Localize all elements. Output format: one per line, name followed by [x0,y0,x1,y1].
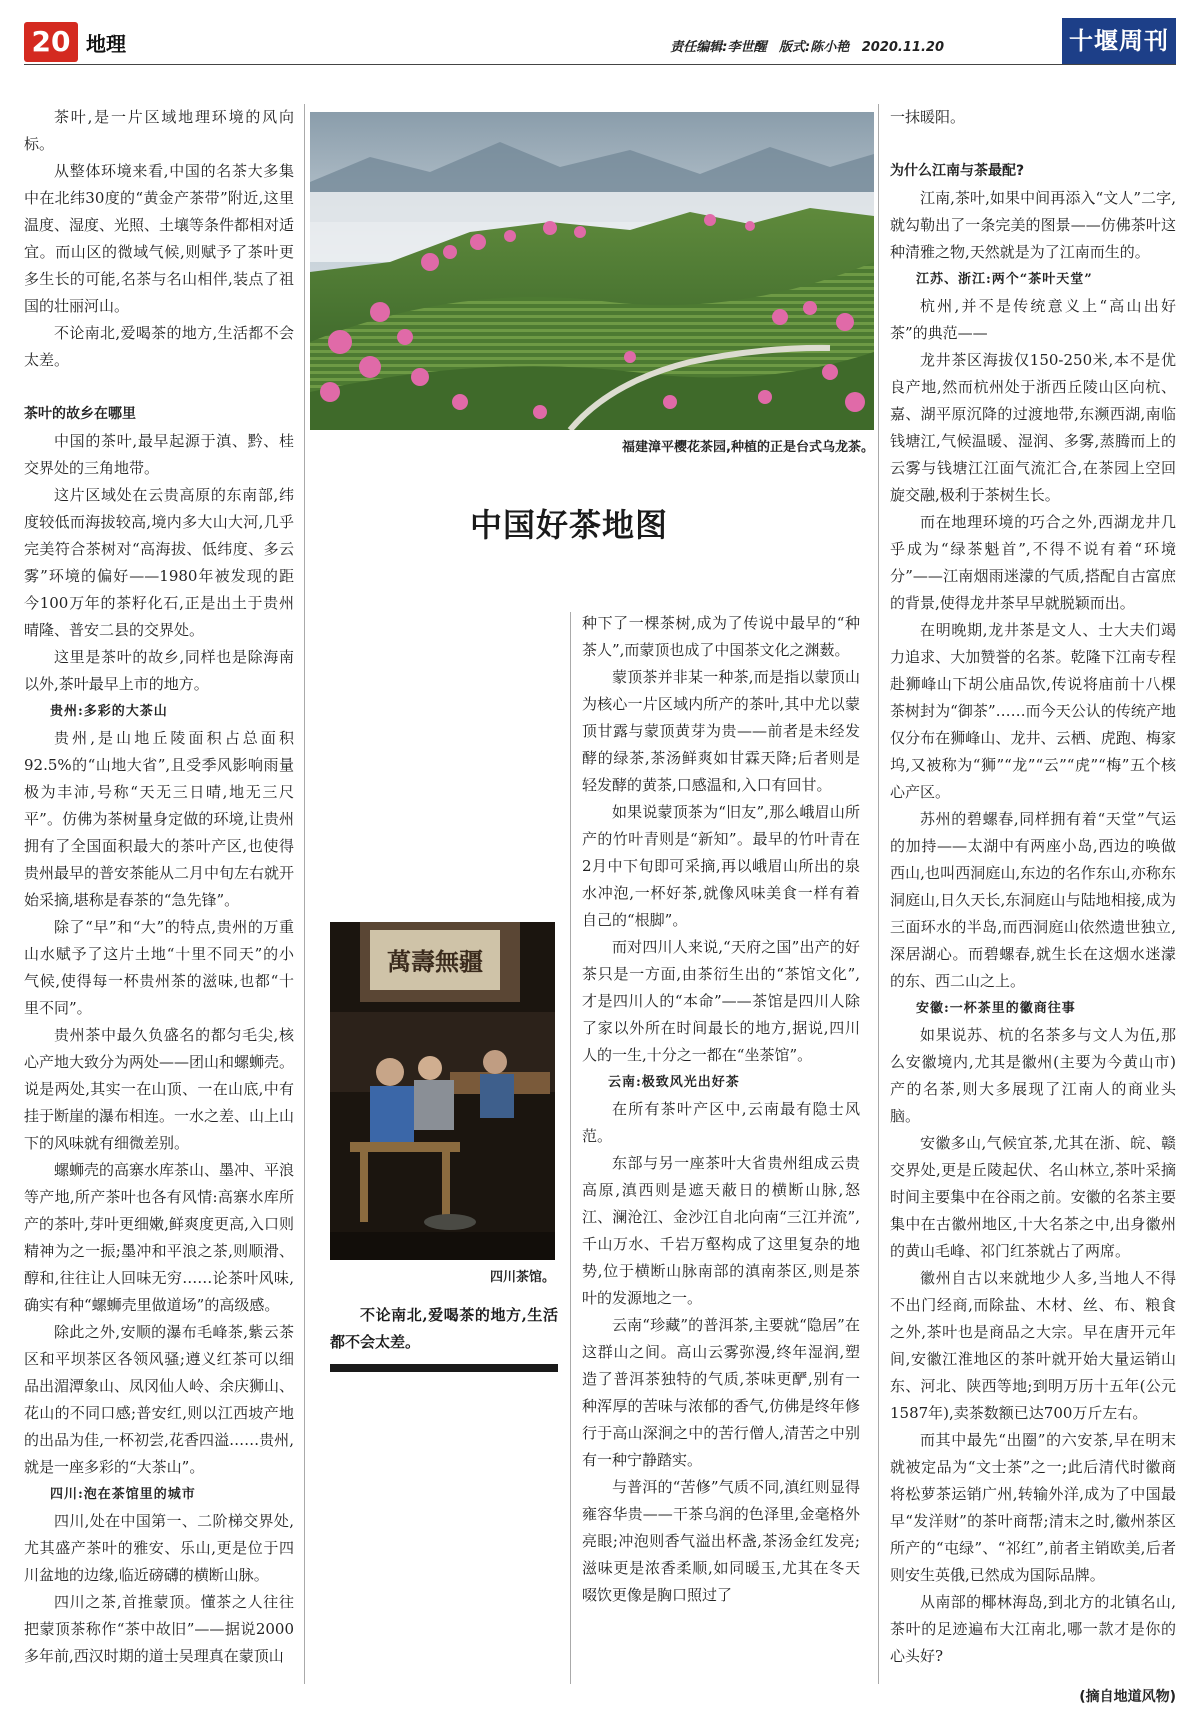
paragraph: 安徽多山,气候宜茶,尤其在浙、皖、赣交界处,更是丘陵起伏、名山林立,茶叶采摘时间主要集中在谷雨之前。安徽的名茶主要集中在古徽州地区,十大名茶之中,出身徽州的黄山毛峰、祁门红茶就占了两席。 [890,1134,1176,1260]
paragraph: 而其中最先“出圈”的六安茶,早在明末就被定品为“文士茶”之一;此后清代时徽商将松萝茶运销广州,转输外洋,成为了中国最早“发洋财”的茶叶商帮;清末之时,徽州茶区所产的“屯绿”、“祁红”,前者主销欧美,后者则安生英俄,已然成为国际品牌。 [890,1431,1176,1584]
paragraph: 杭州,并不是传统意义上“高山出好茶”的典范—— [890,297,1176,342]
subsection-heading: 四川:泡在茶馆里的城市 [50,1487,196,1502]
page-number: 20 [24,22,78,62]
paragraph: 而在地理环境的巧合之外,西湖龙井几乎成为“绿茶魁首”,不得不说有着“环境分”——江南烟雨迷濛的气质,搭配自古富庶的背景,使得龙井茶早早就脱颖而出。 [890,513,1176,612]
teahouse-sign-text: 萬壽無疆 [387,947,483,976]
paragraph: 蒙顶茶并非某一种茶,而是指以蒙顶山为核心一片区域内所产的茶叶,其中尤以蒙顶甘露与蒙顶黄芽为贵——前者是未经发酵的绿茶,茶汤鲜爽如甘霖天降;后者则是轻发酵的黄茶,口感温和,入口有回甘。 [582,668,860,794]
paragraph: 而对四川人来说,“天府之国”出产的好茶只是一方面,由茶衍生出的“茶馆文化”,才是四川人的“本命”——茶馆是四川人除了家以外所在时间最长的地方,据说,四川人的一生,十分之一都在“坐茶馆”。 [582,938,860,1064]
pull-quote-text: 不论南北,爱喝茶的地方,生活都不会太差。 [330,1306,558,1351]
paragraph: 徽州自古以来就地少人多,当地人不得不出门经商,而除盐、木材、丝、布、粮食之外,茶叶也是商品之大宗。早在唐开元年间,安徽江淮地区的茶叶就开始大量运销山东、河北、陕西等地;到明万历十五年(公元1587年),卖茶数额已达700万斤左右。 [890,1269,1176,1422]
paragraph: 除了“早”和“大”的特点,贵州的万重山水赋予了这片土地“十里不同天”的小气候,使得每一杯贵州茶的滋味,也都“十里不同”。 [24,918,294,1017]
masthead-logo: 十堰周刊 [1062,18,1176,64]
paragraph: 江南,茶叶,如果中间再添入“文人”二字,就勾勒出了一条完美的图景——仿佛茶叶这种清雅之物,天然就是为了江南而生的。 [890,189,1176,261]
paragraph: 从南部的椰林海岛,到北方的北镇名山,茶叶的足迹遍布大江南北,哪一款才是你的心头好? [890,1593,1176,1665]
section-title: 地理 [86,32,126,56]
page-header [0,0,1200,80]
paragraph: 四川,处在中国第一、二阶梯交界处,尤其盛产茶叶的雅安、乐山,更是位于四川盆地的边缘,临近磅礴的横断山脉。 [24,1512,294,1584]
paragraph: 中国的茶叶,最早起源于滇、黔、桂交界处的三角地带。 [24,432,294,477]
paragraph: 在所有茶叶产区中,云南最有隐士风范。 [582,1100,860,1145]
section-heading: 茶叶的故乡在哪里 [24,406,136,422]
section-heading: 为什么江南与茶最配? [890,163,1025,179]
paragraph: 茶叶,是一片区域地理环境的风向标。 [24,108,294,153]
article-column-1 [24,104,294,1670]
tea-garden-photo [310,112,874,430]
paragraph: 这里是茶叶的故乡,同样也是除海南以外,茶叶最早上市的地方。 [24,648,294,693]
issue-date: 2020.11.20 [861,40,944,55]
paragraph: 这片区域处在云贵高原的东南部,纬度较低而海拔较高,境内多大山大河,几乎完美符合茶树对“高海拔、低纬度、多云雾”环境的偏好——1980年被发现的距今100万年的茶籽化石,正是出土于贵州晴隆、普安二县的交界处。 [24,486,294,639]
paragraph: 贵州,是山地丘陵面积占总面积92.5%的“山地大省”,且受季风影响雨量极为丰沛,号称“天无三日晴,地无三尺平”。仿佛为茶树量身定做的环境,让贵州拥有了全国面积最大的茶叶产区,也使得贵州最早的普安茶能从二月中旬左右就开始采摘,堪称是春茶的“急先锋”。 [24,729,295,909]
source-credit: (摘自地道风物) [1079,1689,1176,1705]
spacer [890,131,1176,158]
subsection-heading: 贵州:多彩的大茶山 [50,704,168,719]
paragraph: 在明晚期,龙井茶是文人、士大夫们竭力追求、大加赞誉的名茶。乾隆下江南专程赴狮峰山下胡公庙品饮,传说将庙前十八棵茶树封为“御茶”……而今天公认的传统产地仅分布在狮峰山、龙井、云栖、虎跑、梅家坞,又被称为“狮”“龙”“云”“虎”“梅”五个核心产区。 [890,621,1176,801]
header-divider [24,64,1176,65]
subsection-heading: 云南:极致风光出好茶 [608,1075,740,1090]
subsection-heading: 安徽:一杯茶里的徽商往事 [916,1001,1076,1016]
paragraph: 如果说蒙顶茶为“旧友”,那么峨眉山所产的竹叶青则是“新知”。最早的竹叶青在2月中下旬即可采摘,再以峨眉山所出的泉水冲泡,一杯好茶,就像风味美食一样有着自己的“根脚”。 [582,803,860,929]
pull-quote-bar [330,1364,558,1372]
paragraph: 与普洱的“苦修”气质不同,滇红则显得雍容华贵——干茶乌润的色泽里,金毫格外亮眼;冲泡则香气溢出杯盏,茶汤金红发亮;滋味更是浓香柔顺,如同暖玉,尤其在冬天啜饮更像是胸口照过了 [582,1478,860,1604]
paragraph: 不论南北,爱喝茶的地方,生活都不会太差。 [24,324,294,369]
paragraph: 东部与另一座茶叶大省贵州组成云贵高原,滇西则是遮天蔽日的横断山脉,怒江、澜沧江、金沙江自北向南“三江并流”,千山万水、千岩万壑构成了这里复杂的地势,位于横断山脉南部的滇南茶区,则是茶叶的发源地之一。 [582,1154,860,1307]
paragraph: 苏州的碧螺春,同样拥有着“天堂”气运的加持——太湖中有两座小岛,西边的唤做西山,也叫西洞庭山,东边的名作东山,亦称东洞庭山,日久天长,东洞庭山与陆地相接,成为三面环水的半岛,而西洞庭山依然遗世独立,深居湖心。而碧螺春,就生长在这烟水迷濛的东、西二山之上。 [890,810,1176,990]
paragraph: 如果说苏、杭的名茶多与文人为伍,那么安徽境内,尤其是徽州(主要为今黄山市)产的名茶,则大多展现了江南人的商业头脑。 [890,1026,1176,1125]
paragraph: 一抹暖阳。 [890,108,966,126]
article-column-3 [582,610,860,1609]
paragraph: 四川之茶,首推蒙顶。懂茶之人往往把蒙顶茶称作“茶中故旧”——据说2000多年前,西汉时期的道士吴理真在蒙顶山 [24,1593,294,1665]
photo-caption: 四川茶馆。 [489,1270,555,1285]
paragraph: 云南“珍藏”的普洱茶,主要就“隐居”在这群山之间。高山云雾弥漫,终年湿润,塑造了普洱茶独特的气质,茶味更酽,别有一种浑厚的苦味与浓郁的香气,仿佛是终年修行于高山深涧之中的苦行僧人,清苦之中别有一种宁静踏实。 [582,1316,860,1469]
pull-quote [330,1302,558,1356]
paragraph: 除此之外,安顺的瀑布毛峰茶,紫云茶区和平坝茶区各领风骚;遵义红茶可以细品出湄潭象山、凤冈仙人岭、余庆狮山、花山的不同口感;普安红,则以江西坡产地的出品为佳,一杯初尝,花香四溢……贵州,就是一座多彩的“大茶山”。 [24,1323,295,1476]
article-column-4 [890,104,1176,1670]
column-divider [878,104,879,1684]
editor-credit: 责任编辑:李世醒 [670,40,767,55]
paragraph: 螺蛳壳的高寨水库茶山、墨冲、平浪等产地,所产茶叶也各有风情:高寨水库所产的茶叶,芽叶更细嫩,鲜爽度更高,入口则精神为之一振;墨冲和平浪之茶,则顺滑、醇和,往往让人回味无穷……论茶叶风味,确实有种“螺蛳壳里做道场”的高级感。 [24,1161,295,1314]
spacer [24,374,294,401]
paragraph: 贵州茶中最久负盛名的都匀毛尖,核心产地大致分为两处——团山和螺蛳壳。说是两处,其实一在山顶、一在山底,中有挂于断崖的瀑布相连。一水之差、山上山下的风味就有细微差别。 [24,1026,295,1152]
paragraph: 从整体环境来看,中国的名茶大多集中在北纬30度的“黄金产茶带”附近,这里温度、湿度、光照、土壤等条件都相对适宜。而山区的微域气候,则赋予了茶叶更多生长的可能,名茶与名山相伴,装点了祖国的壮丽河山。 [24,162,295,315]
layout-credit: 版式:陈小艳 [779,40,850,55]
photo-caption: 福建漳平樱花茶园,种植的正是台式乌龙茶。 [622,440,874,455]
paragraph: 种下了一棵茶树,成为了传说中最早的“种茶人”,而蒙顶也成了中国茶文化之渊薮。 [582,614,860,659]
credits [662,36,944,55]
paragraph: 龙井茶区海拔仅150-250米,本不是优良产地,然而杭州处于浙西丘陵山区向杭、嘉、湖平原沉降的过渡地带,东濒西湖,南临钱塘江,气候温暖、湿润、多雾,蒸腾而上的云雾与钱塘江江面气流汇合,在茶园上空回旋交融,极利于茶树生长。 [890,351,1176,504]
column-divider [304,104,305,1684]
column-divider [570,612,571,1684]
subsection-heading: 江苏、浙江:两个“茶叶天堂” [916,272,1093,287]
teahouse-photo [330,922,555,1260]
article-title: 中国好茶地图 [470,506,669,544]
